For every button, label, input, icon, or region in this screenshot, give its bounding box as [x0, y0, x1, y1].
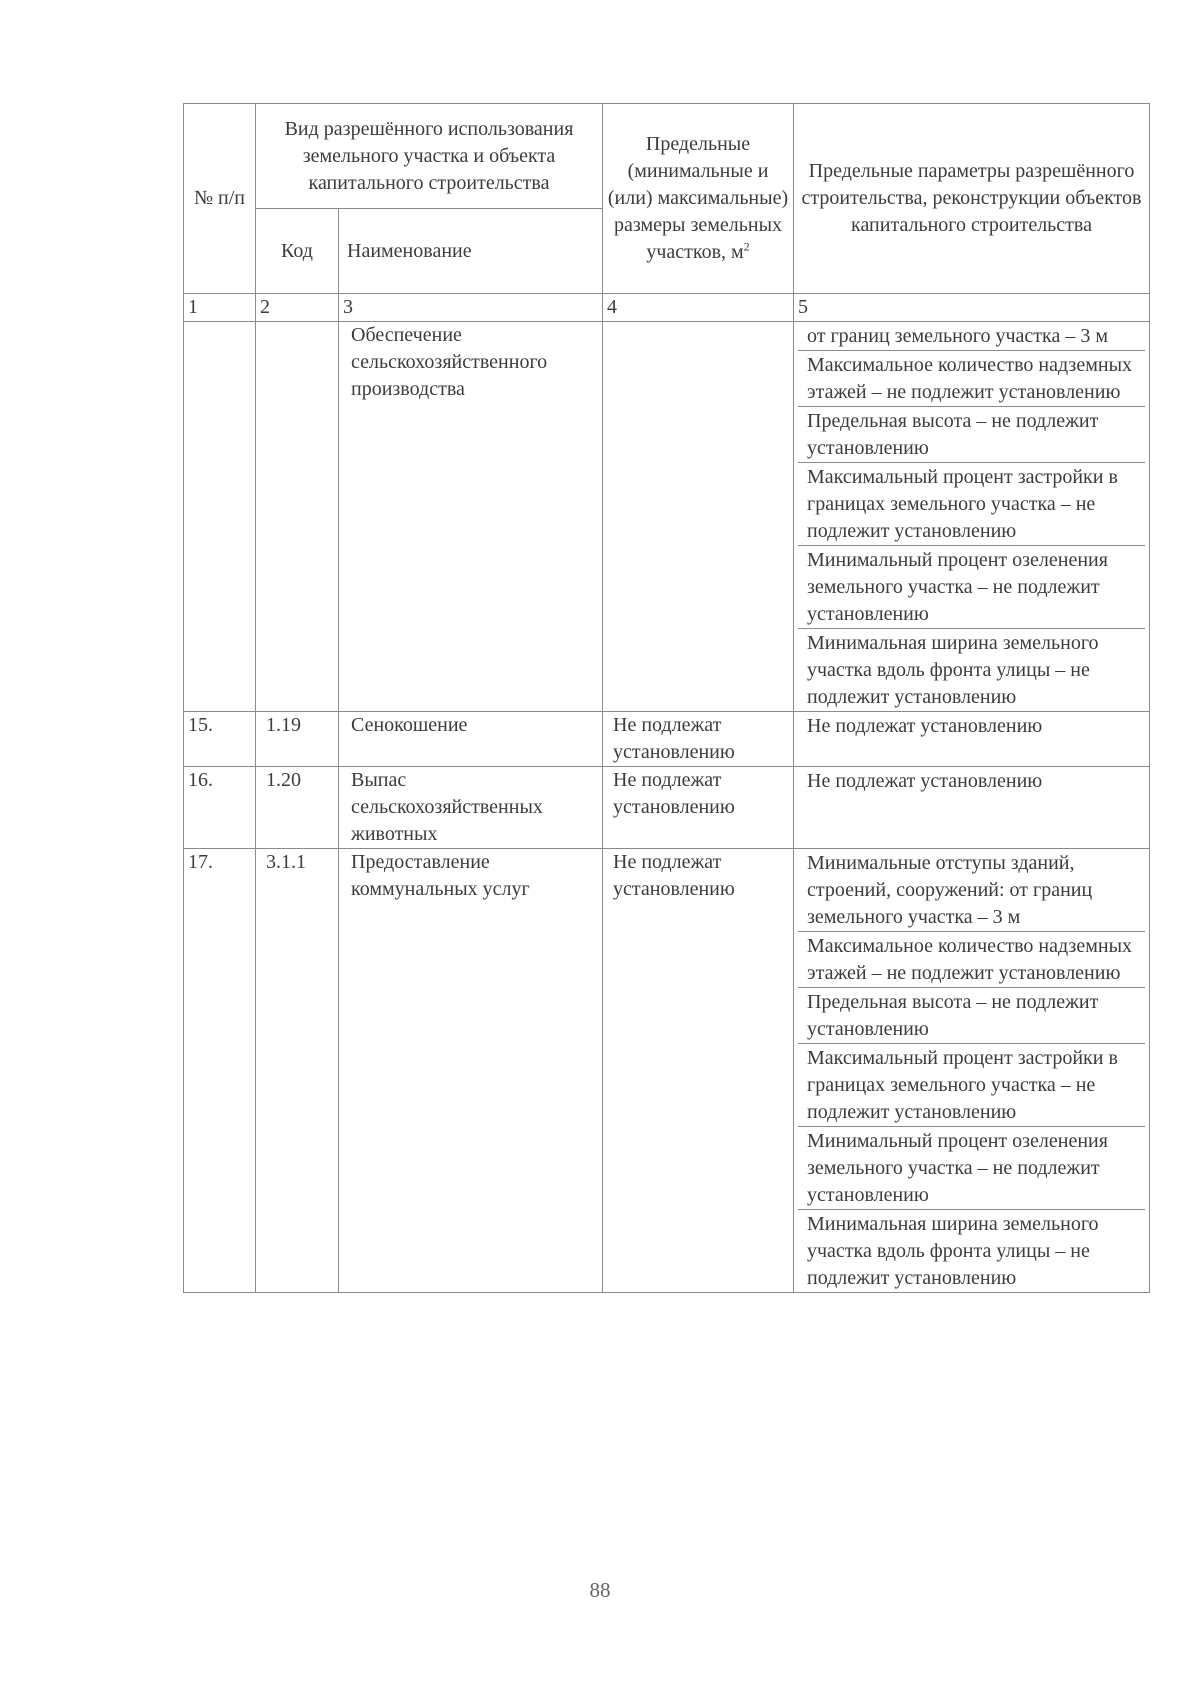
header-row-top	[184, 104, 1150, 209]
params-list	[798, 322, 1145, 711]
header-sizes-text: Предельные (минимальные и (или) максимальные) размеры земельных участков,	[607, 133, 789, 263]
row-number: 16.	[184, 767, 256, 849]
header-sizes-sup: 2	[743, 239, 750, 254]
row-params	[794, 322, 1150, 712]
land-use-table	[183, 103, 1150, 1293]
row-name: Предоставление коммунальных услуг	[339, 849, 603, 1293]
header-num: № п/п	[184, 104, 256, 294]
row-code: 1.20	[256, 767, 339, 849]
row-params	[794, 849, 1150, 1293]
row-sizes	[603, 322, 794, 712]
param-item: Максимальное количество надземных этажей – не подлежит установлению	[798, 932, 1145, 988]
column-number: 4	[603, 294, 794, 322]
table-row	[184, 849, 1150, 1293]
param-item: Не подлежат установлению	[807, 770, 1043, 792]
row-params	[794, 767, 1150, 849]
params-list	[798, 849, 1145, 1292]
table-body	[184, 322, 1150, 1293]
row-sizes: Не подлежат установлению	[603, 849, 794, 1293]
header-params: Предельные параметры разрешённого строительства, реконструкции объектов капитального строительства	[794, 104, 1150, 294]
param-item: Не подлежат установлению	[807, 715, 1043, 737]
header-code: Код	[256, 209, 339, 294]
column-number: 3	[339, 294, 603, 322]
param-item: Максимальный процент застройки в границах земельного участка – не подлежит установлению	[798, 463, 1145, 546]
param-item: Минимальные отступы зданий, строений, сооружений: от границ земельного участка – 3 м	[798, 849, 1145, 932]
params-list	[798, 712, 1145, 740]
row-number: 17.	[184, 849, 256, 1293]
row-sizes: Не подлежат установлению	[603, 712, 794, 767]
column-number: 1	[184, 294, 256, 322]
header-sizes	[603, 104, 794, 294]
header-sizes-unit: м	[731, 241, 744, 263]
table-row	[184, 767, 1150, 849]
row-code	[256, 322, 339, 712]
page-number: 88	[589, 1578, 611, 1602]
param-item: Максимальное количество надземных этажей – не подлежит установлению	[798, 351, 1145, 407]
table-row	[184, 322, 1150, 712]
row-name: Обеспечение сельскохозяйственного производства	[339, 322, 603, 712]
column-number: 2	[256, 294, 339, 322]
param-item: Минимальный процент озеленения земельного участка – не подлежит установлению	[798, 1127, 1145, 1210]
param-item: Минимальный процент озеленения земельного участка – не подлежит установлению	[798, 546, 1145, 629]
header-vid: Вид разрешённого использования земельного участка и объекта капитального строительства	[256, 104, 603, 209]
params-list	[798, 767, 1145, 795]
row-name: Выпас сельскохозяйственных животных	[339, 767, 603, 849]
param-item: Предельная высота – не подлежит установлению	[798, 988, 1145, 1044]
param-item: Минимальная ширина земельного участка вдоль фронта улицы – не подлежит установлению	[807, 1213, 1099, 1289]
row-number	[184, 322, 256, 712]
param-item: Минимальная ширина земельного участка вдоль фронта улицы – не подлежит установлению	[807, 632, 1099, 708]
param-item: Максимальный процент застройки в границах земельного участка – не подлежит установлению	[798, 1044, 1145, 1127]
table-row	[184, 712, 1150, 767]
row-sizes: Не подлежат установлению	[603, 767, 794, 849]
column-number-row	[184, 294, 1150, 322]
row-name: Сенокошение	[339, 712, 603, 767]
row-code: 3.1.1	[256, 849, 339, 1293]
row-number: 15.	[184, 712, 256, 767]
param-item: от границ земельного участка – 3 м	[798, 322, 1145, 351]
header-name: Наименование	[339, 209, 603, 294]
column-number: 5	[794, 294, 1150, 322]
param-item: Предельная высота – не подлежит установлению	[798, 407, 1145, 463]
row-code: 1.19	[256, 712, 339, 767]
row-params	[794, 712, 1150, 767]
